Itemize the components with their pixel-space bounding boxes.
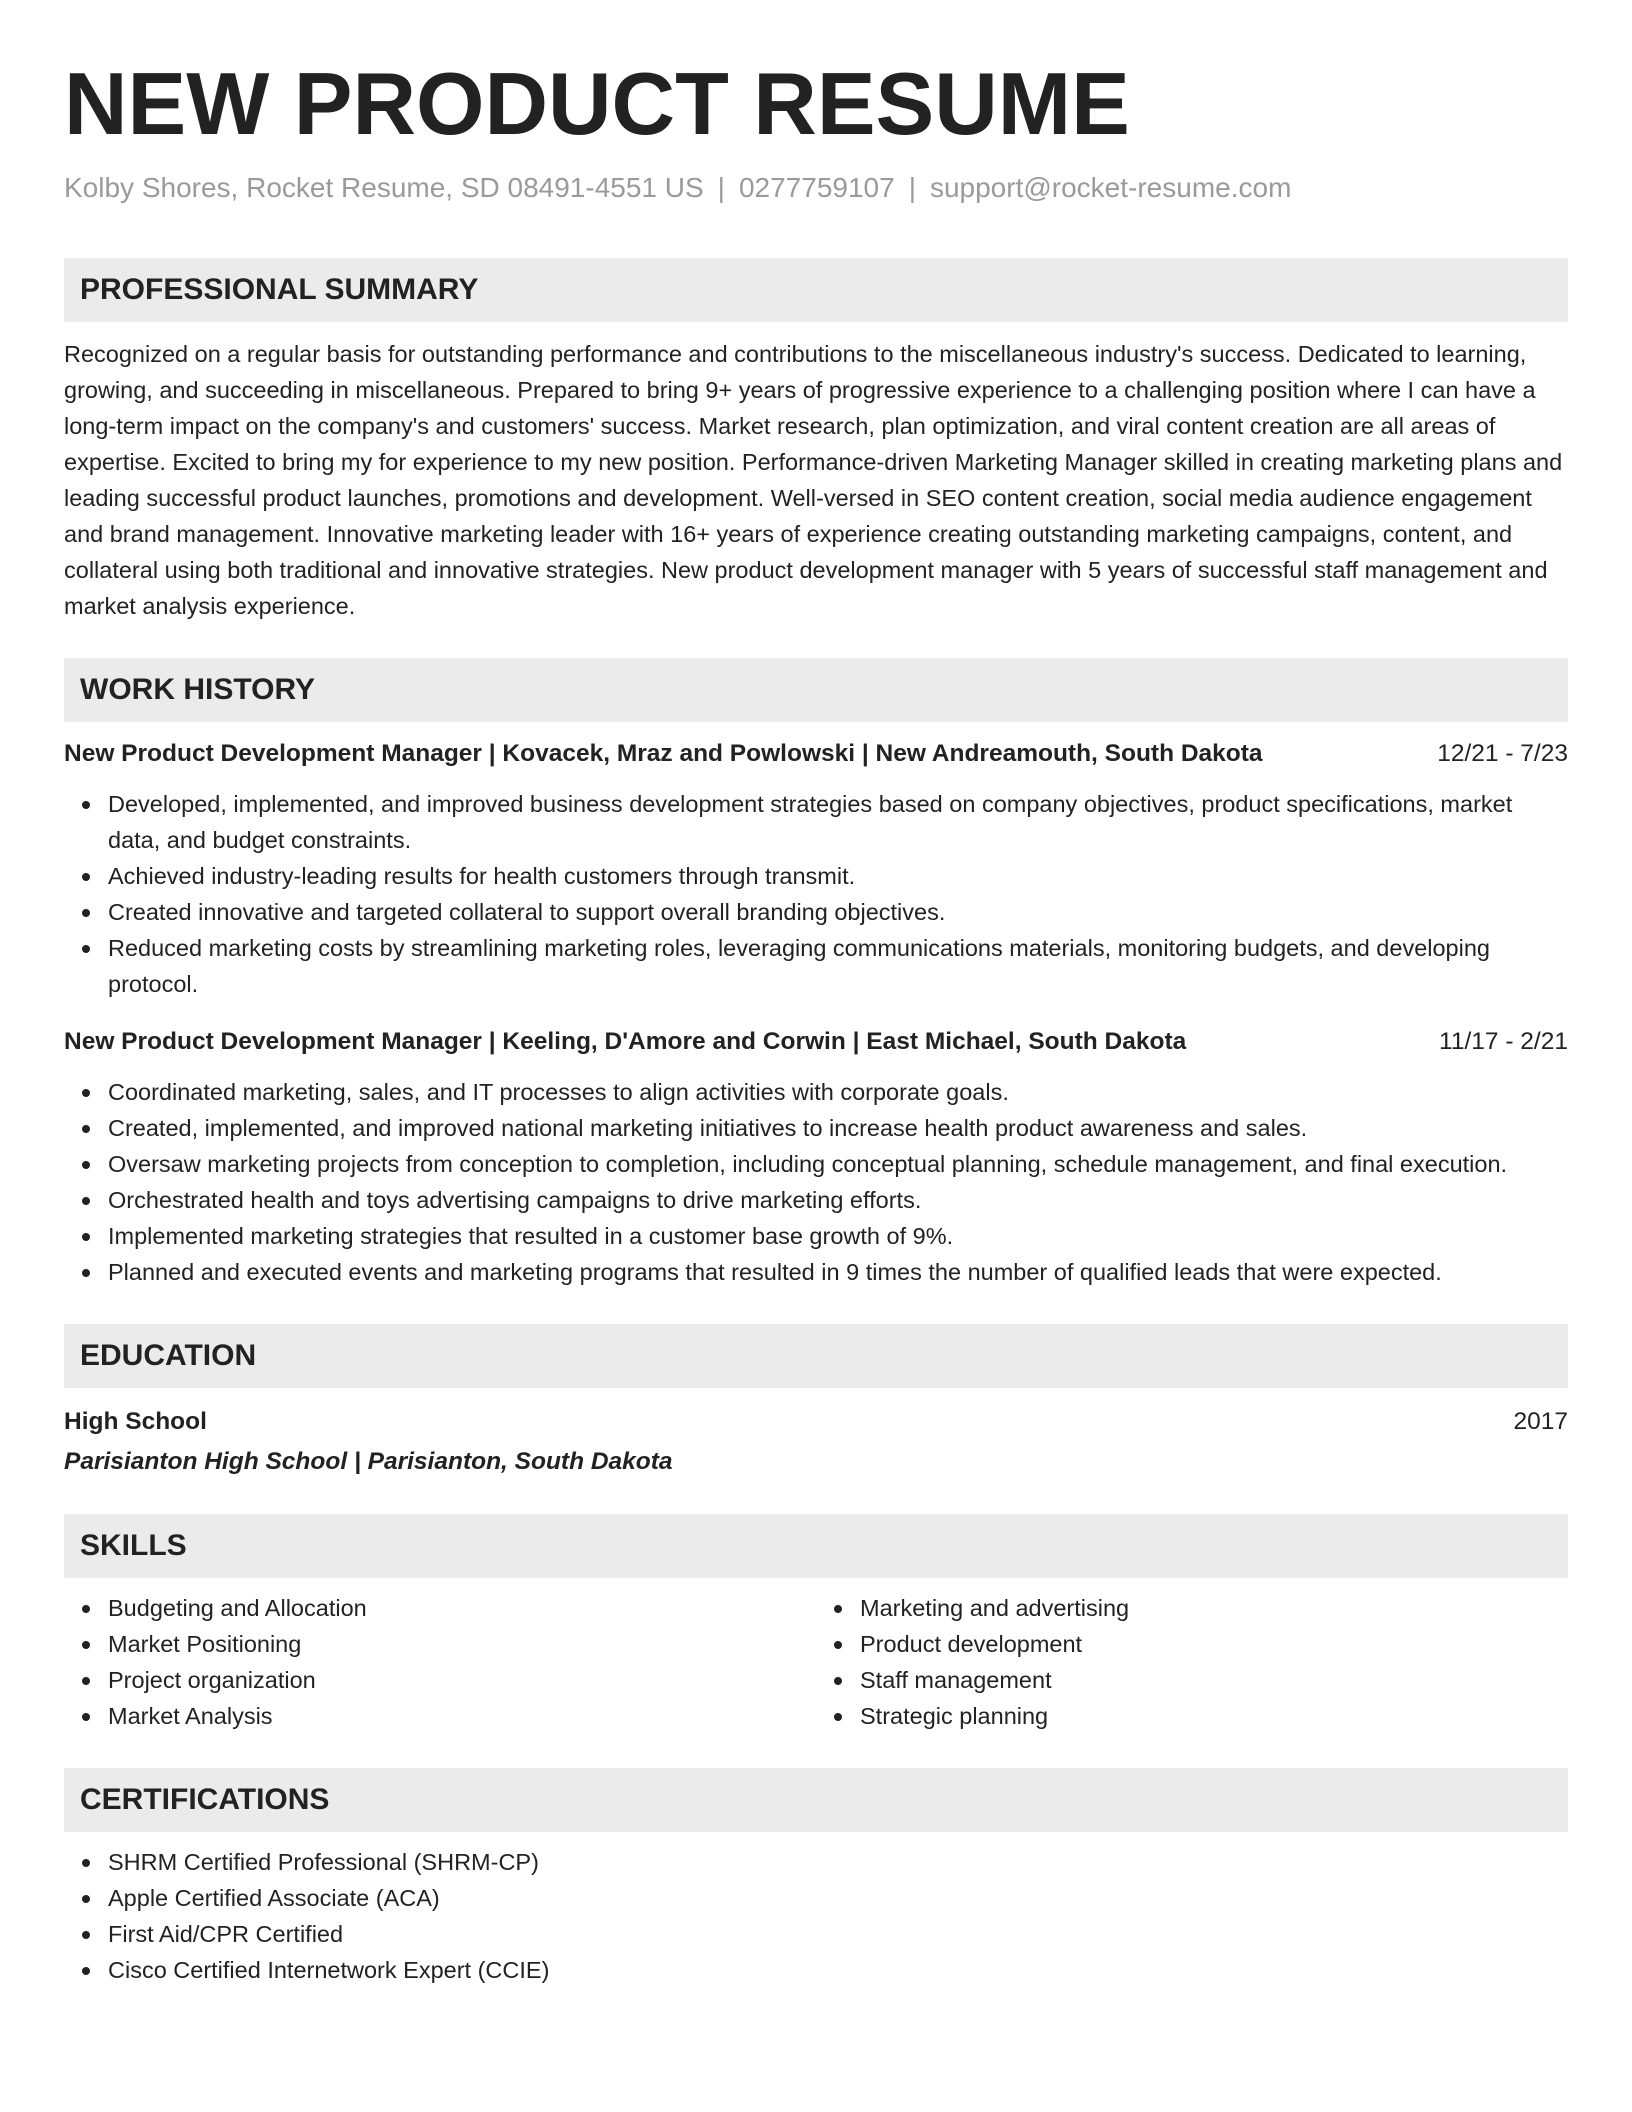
summary-section: [64, 258, 1568, 624]
skills-column-right: [816, 1590, 1568, 1734]
certification-item: Apple Certified Associate (ACA): [108, 1880, 1568, 1916]
job-bullet: Created innovative and targeted collateral to support overall branding objectives.: [108, 894, 1568, 930]
education-year: 2017: [1513, 1408, 1568, 1435]
contact-info: [64, 170, 1568, 206]
job-header: [64, 736, 1568, 772]
job-bullet: Achieved industry-leading results for health customers through transmit.: [108, 858, 1568, 894]
job-bullet: Created, implemented, and improved national marketing initiatives to increase health product awareness and sales.: [108, 1110, 1568, 1146]
skill-item: Market Analysis: [108, 1698, 816, 1734]
skill-item: Product development: [860, 1626, 1568, 1662]
certification-list: [64, 1844, 1568, 1988]
job-bullet: Developed, implemented, and improved business development strategies based on company objectives, product specifications, market data, and budget constraints.: [108, 786, 1568, 858]
section-heading-summary: PROFESSIONAL SUMMARY: [64, 258, 1568, 322]
job-bullets: [64, 786, 1568, 1002]
summary-text: Recognized on a regular basis for outstanding performance and contributions to the miscellaneous industry's success. Dedicated to learning, growing, and succeeding in miscellaneous. Prepared to bring 9+ years of progressive experience to a challenging position where I can have a long-term impact on the company's and customers' success. Market research, plan optimization, and viral content creation are all areas of expertise. Excited to bring my for experience to my new position. Performance-driven Marketing Manager skilled in creating marketing plans and leading successful product launches, promotions and development. Well-versed in SEO content creation, social media audience engagement and brand management. Innovative marketing leader with 16+ years of experience creating outstanding marketing campaigns, content, and collateral using both traditional and innovative strategies. New product development manager with 5 years of successful staff management and market analysis experience.: [64, 341, 1563, 619]
job-title: New Product Development Manager | Keeling, D'Amore and Corwin | East Michael, South Dakota: [64, 1028, 1187, 1055]
section-heading-work-history: WORK HISTORY: [64, 658, 1568, 722]
education-section: [64, 1324, 1568, 1480]
contact-separator: |: [717, 172, 725, 203]
certification-item: First Aid/CPR Certified: [108, 1916, 1568, 1952]
education-degree: High School: [64, 1408, 207, 1435]
job-bullet: Oversaw marketing projects from conception to completion, including conceptual planning, schedule management, and final execution.: [108, 1146, 1568, 1182]
resume-title: NEW PRODUCT RESUME: [64, 54, 1130, 153]
job-bullet: Coordinated marketing, sales, and IT processes to align activities with corporate goals.: [108, 1074, 1568, 1110]
work-history-section: [64, 658, 1568, 1290]
job-bullet: Planned and executed events and marketing programs that resulted in 9 times the number of qualified leads that were expected.: [108, 1254, 1568, 1290]
section-heading-certifications: CERTIFICATIONS: [64, 1768, 1568, 1832]
job-entry: [64, 1024, 1568, 1290]
skill-item: Market Positioning: [108, 1626, 816, 1662]
contact-phone: 0277759107: [738, 172, 895, 203]
certification-item: Cisco Certified Internetwork Expert (CCIE): [108, 1952, 1568, 1988]
education-header: [64, 1404, 1568, 1440]
job-dates: 11/17 - 2/21: [1439, 1028, 1568, 1055]
job-bullet: Implemented marketing strategies that resulted in a customer base growth of 9%.: [108, 1218, 1568, 1254]
contact-email[interactable]: support@rocket-resume.com: [929, 172, 1292, 203]
skill-item: Strategic planning: [860, 1698, 1568, 1734]
job-bullet: Orchestrated health and toys advertising campaigns to drive marketing efforts.: [108, 1182, 1568, 1218]
skill-item: Marketing and advertising: [860, 1590, 1568, 1626]
certification-item: SHRM Certified Professional (SHRM-CP): [108, 1844, 1568, 1880]
skill-item: Staff management: [860, 1662, 1568, 1698]
skills-column-left: [64, 1590, 816, 1734]
skills-grid: [64, 1590, 1568, 1734]
job-title: New Product Development Manager | Kovacek, Mraz and Powlowski | New Andreamouth, South Dakota: [64, 740, 1263, 767]
job-header: [64, 1024, 1568, 1060]
education-school: Parisianton High School | Parisianton, South Dakota: [64, 1448, 673, 1475]
job-bullet: Reduced marketing costs by streamlining marketing roles, leveraging communications materials, monitoring budgets, and developing protocol.: [108, 930, 1568, 1002]
contact-address: Kolby Shores, Rocket Resume, SD 08491-4551 US: [64, 172, 704, 203]
contact-separator: |: [908, 172, 916, 203]
skill-item: Budgeting and Allocation: [108, 1590, 816, 1626]
section-heading-skills: SKILLS: [64, 1514, 1568, 1578]
certifications-section: [64, 1768, 1568, 1988]
skills-section: [64, 1514, 1568, 1734]
job-bullets: [64, 1074, 1568, 1290]
job-dates: 12/21 - 7/23: [1437, 740, 1568, 767]
section-heading-education: EDUCATION: [64, 1324, 1568, 1388]
job-entry: [64, 736, 1568, 1002]
skill-item: Project organization: [108, 1662, 816, 1698]
